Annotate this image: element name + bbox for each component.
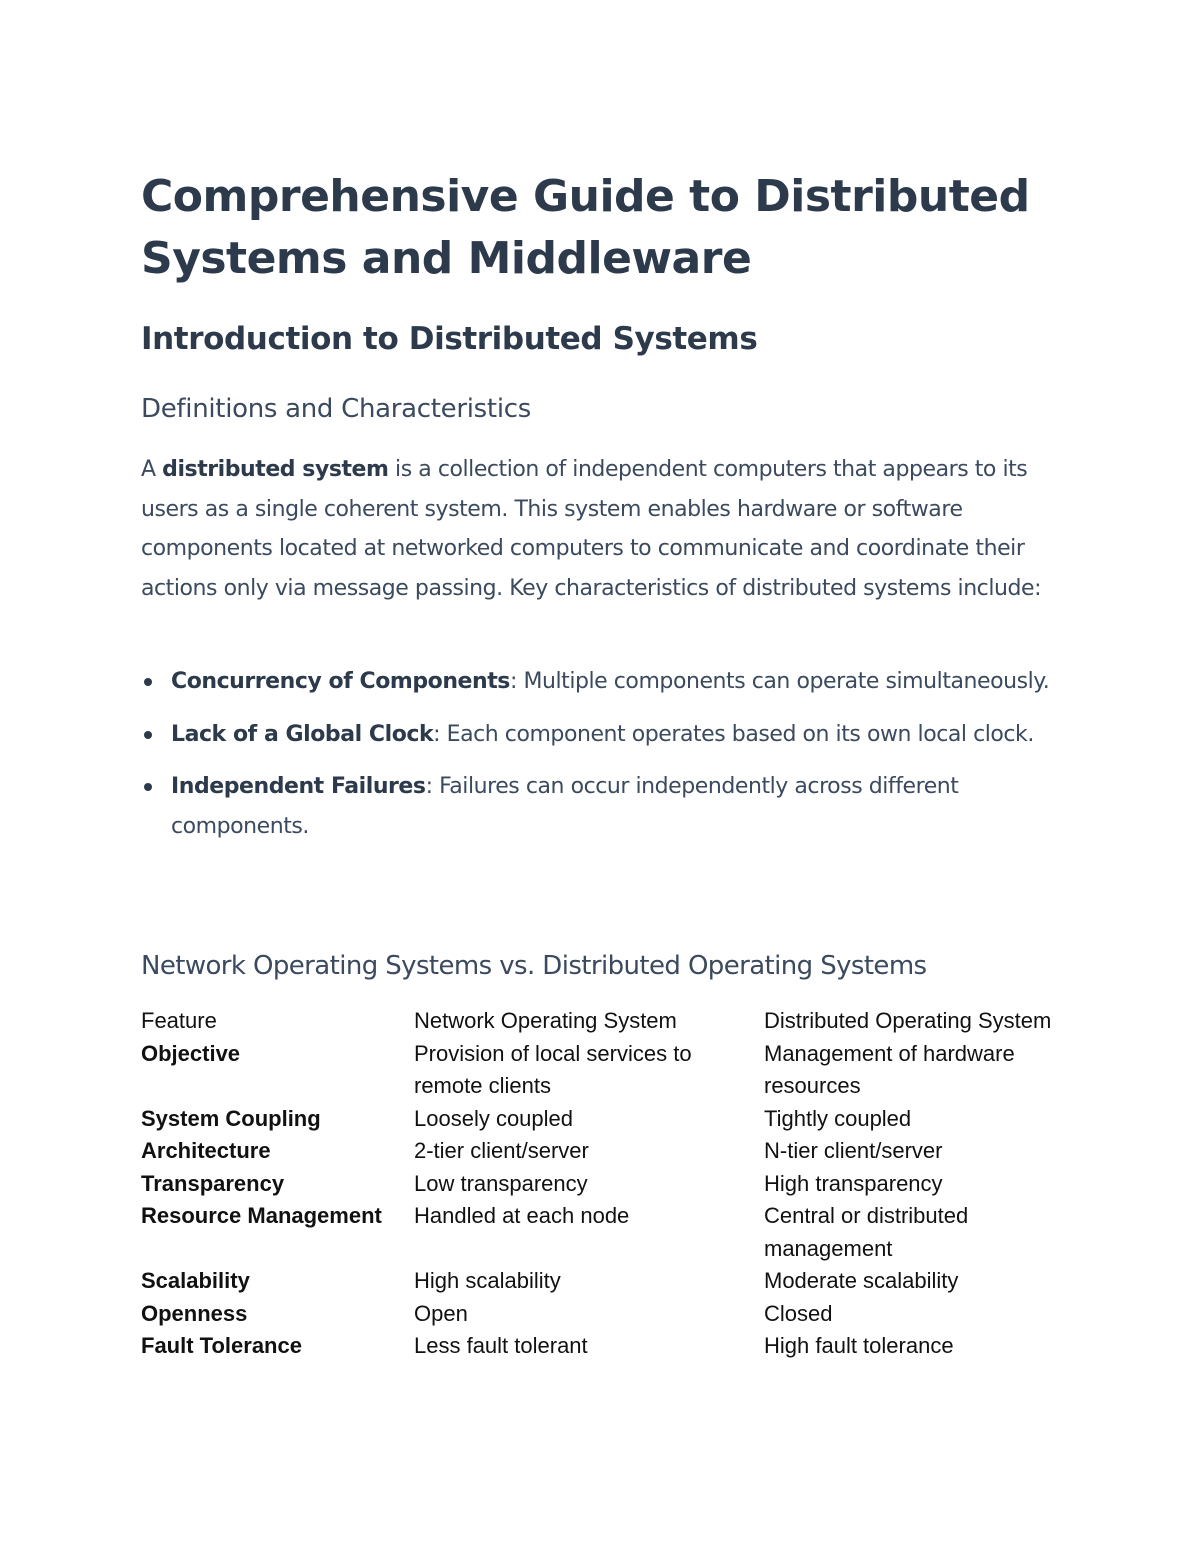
table-cell: Handled at each node: [414, 1203, 630, 1228]
table-cell: Openness: [141, 1300, 248, 1326]
list-item-text: : Multiple components can operate simultaneously.: [509, 669, 1050, 694]
subsection-heading-comparison: Network Operating Systems vs. Distributed Operating Systems: [141, 951, 927, 981]
intro-text: is a collection of independent computers that appears to its users as a single coherent system. This system enables hardware or software components located at networked computers to communicate and coordinate their actions only via message passing. Key characteristics of distributed systems include:: [141, 457, 1042, 602]
table-cell: Scalability: [141, 1268, 250, 1293]
table-header-row: [141, 1005, 1061, 1038]
table-row: [141, 1200, 1061, 1265]
table-row: [141, 1298, 1061, 1331]
section-heading: Introduction to Distributed Systems: [141, 321, 758, 357]
table-cell: Provision of local services to remote clients: [414, 1040, 692, 1098]
table-row: [141, 1265, 1061, 1298]
table-cell: High scalability: [414, 1268, 561, 1293]
list-item: [141, 662, 1061, 702]
table-cell: High transparency: [764, 1170, 943, 1196]
table-cell: Resource Management: [141, 1203, 382, 1228]
list-item-text: : Failures can occur independently across different components.: [171, 774, 959, 840]
table-cell: Fault Tolerance: [141, 1333, 302, 1358]
table-header-cell: Network Operating System: [414, 1008, 677, 1033]
table-cell: System Coupling: [141, 1105, 321, 1131]
list-item-term: Lack of a Global Clock: [171, 721, 434, 747]
table-cell: Central or distributed management: [764, 1203, 969, 1261]
table-row: [141, 1038, 1061, 1103]
table-cell: Less fault tolerant: [414, 1333, 588, 1358]
table-row: [141, 1168, 1061, 1201]
table-cell: N-tier client/server: [764, 1138, 943, 1163]
table-header-cell: Distributed Operating System: [764, 1008, 1052, 1033]
table-cell: Tightly coupled: [764, 1105, 912, 1131]
table-row: [141, 1103, 1061, 1136]
list-item: [141, 767, 1061, 846]
intro-term: distributed system: [162, 457, 389, 482]
table-row: [141, 1330, 1061, 1363]
list-item-term: Independent Failures: [171, 774, 426, 800]
intro-lead: A: [141, 457, 163, 482]
document-title: Comprehensive Guide to Distributed Systems and Middleware: [141, 171, 1030, 284]
list-item: [141, 715, 1061, 755]
table-cell: Management of hardware resources: [764, 1040, 1015, 1098]
table-row: [141, 1135, 1061, 1168]
subsection-heading-definitions: Definitions and Characteristics: [141, 394, 531, 424]
table-header-cell: Feature: [141, 1008, 217, 1033]
list-item-text: : Each component operates based on its own local clock.: [433, 721, 1034, 747]
table-cell: Low transparency: [414, 1170, 588, 1196]
bullet-icon: [144, 731, 152, 739]
table-cell: Open: [414, 1300, 468, 1326]
table-cell: Loosely coupled: [414, 1105, 574, 1131]
table-cell: Moderate scalability: [764, 1268, 959, 1293]
table-cell: Architecture: [141, 1138, 271, 1163]
table-cell: High fault tolerance: [764, 1333, 954, 1358]
table-cell: 2-tier client/server: [414, 1138, 589, 1163]
bullet-icon: [144, 783, 152, 791]
comparison-table: [141, 1005, 1061, 1363]
bullet-icon: [144, 678, 152, 686]
intro-paragraph: [141, 450, 1061, 609]
list-item-term: Concurrency of Components: [171, 669, 510, 694]
table-cell: Objective: [141, 1040, 241, 1066]
table-cell: Transparency: [141, 1170, 285, 1196]
characteristics-list: [141, 662, 1061, 860]
table-cell: Closed: [764, 1300, 833, 1326]
